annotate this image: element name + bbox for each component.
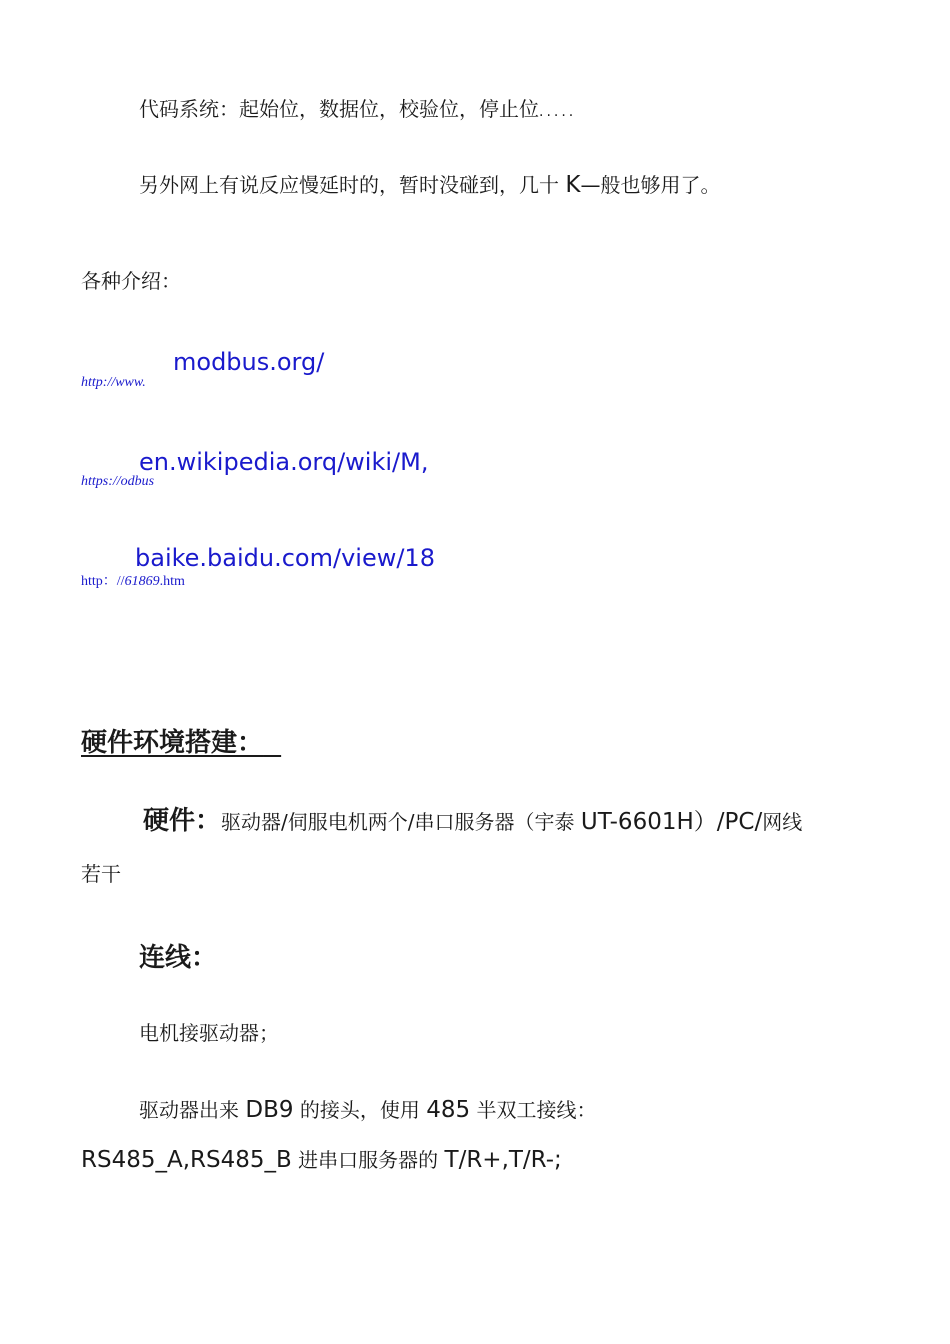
hardware-paragraph xyxy=(143,804,802,839)
wiring-driver-line xyxy=(139,1097,596,1123)
wiring-rs485-signals: RS485_A,RS485_B xyxy=(81,1147,292,1173)
link-modbus-main[interactable]: modbus.org/ xyxy=(173,348,325,376)
wiring-driver-a: 驱动器出来 xyxy=(139,1098,239,1122)
hardware-desc-b: /PC/ xyxy=(716,809,763,835)
hardware-label: 硬件： xyxy=(143,806,222,836)
link-baike-prefix-c: .htm xyxy=(159,574,185,589)
paragraph-code-system xyxy=(139,96,576,125)
hardware-setup-heading-text: 硬件环境搭建： xyxy=(81,728,264,758)
link-wikipedia-main[interactable]: en.wikipedia.orq/wiki/M, xyxy=(139,448,429,476)
delay-note-k: K xyxy=(565,172,581,198)
code-system-text: 代码系统：起始位，数据位，校验位，停止位 xyxy=(139,97,539,121)
link-baike-prefix[interactable] xyxy=(81,570,185,590)
link-baike-main[interactable]: baike.baidu.com/view/18 xyxy=(135,544,435,572)
link-baike-prefix-a: http：// xyxy=(81,574,125,589)
hardware-desc-a: 驱动器/伺服电机两个/串口服务器（宇泰 xyxy=(221,810,575,834)
link-wikipedia-prefix[interactable]: https://odbus xyxy=(81,474,155,489)
hardware-desc-c: 网线 xyxy=(762,810,803,834)
delay-note-tail: —般也够用了。 xyxy=(580,173,721,197)
wiring-motor-line: 电机接驱动器； xyxy=(139,1021,279,1045)
wiring-rs485-line xyxy=(81,1147,562,1173)
wiring-driver-c: 半双工接线： xyxy=(476,1098,597,1122)
hardware-desc-wrap: 若干 xyxy=(81,862,121,886)
paragraph-delay-note xyxy=(139,172,720,198)
wiring-driver-db9: DB9 xyxy=(245,1097,294,1123)
hardware-model: UT-6601H） xyxy=(580,809,717,835)
code-system-ellipsis: ..... xyxy=(539,104,577,120)
wiring-rs485-terminals: T/R+,T/R-; xyxy=(444,1147,562,1173)
wiring-driver-485: 485 xyxy=(426,1097,471,1123)
link-modbus-prefix[interactable]: http://www. xyxy=(81,375,146,390)
delay-note-text: 另外网上有说反应慢延时的，暂时没碰到，几十 xyxy=(139,173,559,197)
hardware-setup-heading xyxy=(81,722,281,759)
wiring-heading: 连线： xyxy=(139,943,218,973)
wiring-rs485-into: 进串口服务器的 xyxy=(298,1148,439,1172)
wiring-driver-b: 的接头，使用 xyxy=(299,1098,420,1122)
intro-label: 各种介绍： xyxy=(81,269,181,293)
link-baike-prefix-b: 61869 xyxy=(124,574,160,589)
